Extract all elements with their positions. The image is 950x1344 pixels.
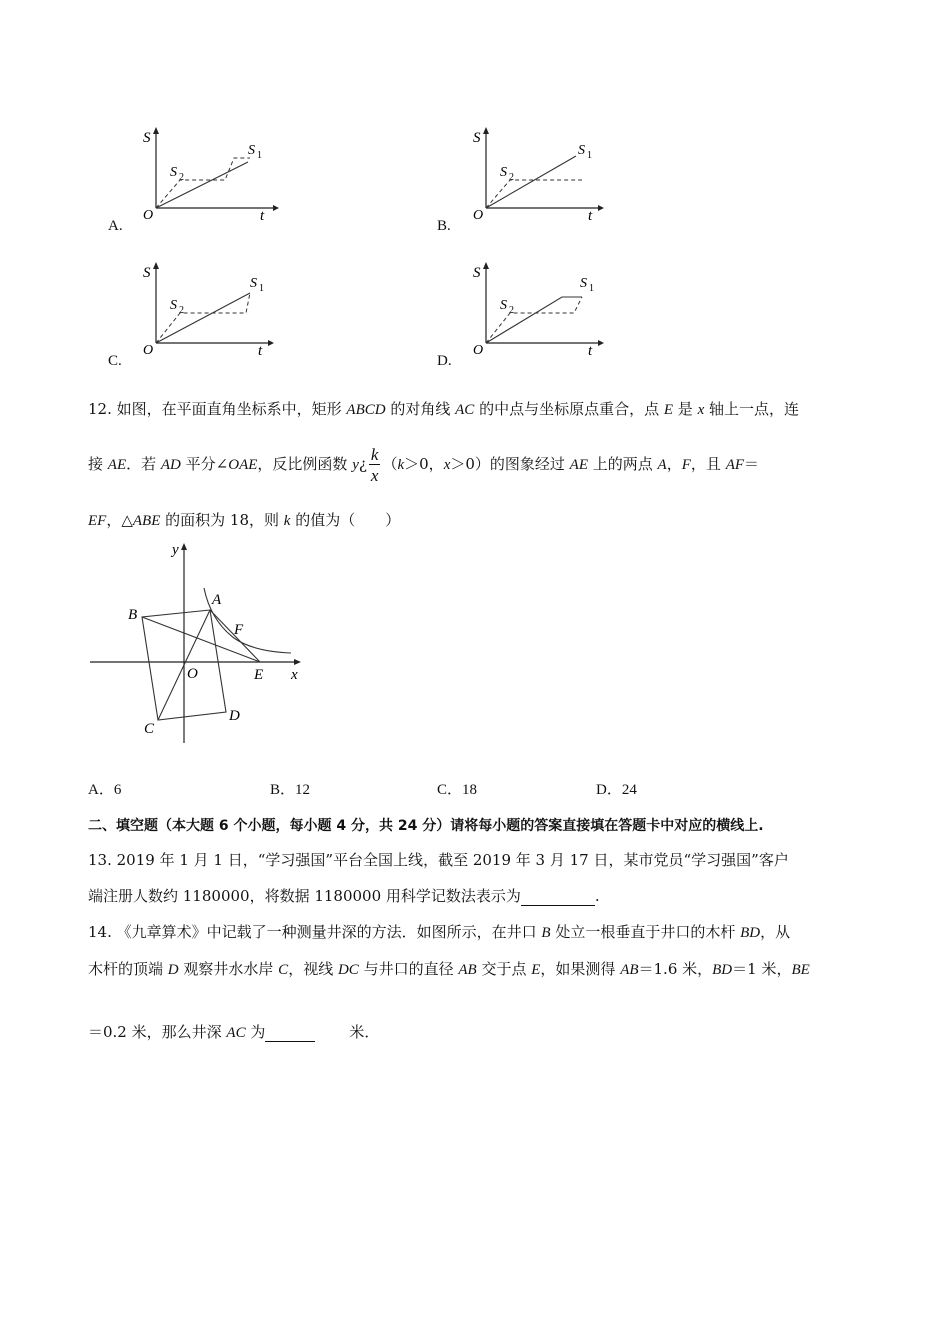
q12-choice-c: C．18 (437, 782, 478, 798)
y-axis-label: y (172, 542, 179, 558)
s2-label: S (170, 165, 177, 180)
q12-choice-a: A．6 (88, 782, 122, 798)
s2-label: S (170, 298, 177, 313)
s1-subscript: 1 (259, 283, 264, 294)
s2-subscript: 2 (509, 172, 514, 183)
t-axis-label: t (258, 343, 263, 359)
point-b-label: B (128, 607, 138, 623)
point-d-label: D (229, 708, 240, 724)
q12-choice-d: D．24 (596, 782, 637, 798)
q12-figure (88, 538, 313, 748)
q13-answer-blank (521, 887, 595, 906)
option-d-letter: D. (437, 353, 452, 369)
q14-line-2: 木杆的顶端 D 观察井水水岸 C，视线 DC 与井口的直径 AB 交于点 E，如果测得 AB＝1.6 米，BD＝1 米，BE (88, 960, 810, 978)
origin-label: O (473, 208, 484, 223)
point-c-label: C (144, 721, 155, 737)
q13-line-1: 13. 2019 年 1 月 1 日，“学习强国”平台全国上线，截至 2019 年 3 月 17 日，某市党员“学习强国”客户 (88, 851, 789, 869)
k-over-x-fraction: $\frac{k}{x}$ (370, 445, 379, 485)
s1-label: S (580, 276, 587, 291)
s1-line (486, 156, 576, 208)
point-e-label: E (254, 667, 264, 683)
y-axis-arrow (181, 543, 187, 550)
s-axis-arrow (153, 262, 159, 269)
q12-line-2: 接 AE．若 AD 平分∠OAE，反比例函数 y¿ $\frac{k}{x}$ （k＞0，x＞0）的图象经过 AE 上的两点 A，F，且 AF＝ (88, 445, 760, 485)
s-axis-arrow (483, 262, 489, 269)
t-axis-label: t (588, 208, 593, 224)
s2-label: S (500, 165, 507, 180)
s1-subscript: 1 (257, 150, 262, 161)
s-axis-label: S (143, 265, 151, 281)
section-2-heading: 二、填空题（本大题 6 个小题，每小题 4 分，共 24 分）请将每小题的答案直接填在答题卡中对应的横线上. (88, 818, 764, 834)
t-axis-label: t (260, 208, 265, 224)
q13-line-2: 端注册人数约 1180000，将数据 1180000 用科学记数法表示为 . (88, 887, 600, 905)
t-axis-arrow (598, 340, 604, 346)
s2-subscript: 2 (179, 305, 184, 316)
s2-dashed-line (486, 180, 582, 208)
x-axis-arrow (294, 659, 301, 665)
q14-line-1: 14. 《九章算术》中记载了一种测量井深的方法．如图所示，在井口 B 处立一根垂直于井口的木杆 BD，从 (88, 923, 791, 941)
t-axis-arrow (598, 205, 604, 211)
origin-o-label: O (187, 666, 198, 682)
s1-subscript: 1 (587, 150, 592, 161)
option-c-graph (140, 257, 280, 367)
option-d-graph (470, 257, 610, 367)
s2-subscript: 2 (509, 305, 514, 316)
point-f-label: F (234, 622, 244, 638)
t-axis-label: t (588, 343, 593, 359)
s-axis-label: S (143, 130, 151, 146)
option-b-letter: B. (437, 218, 451, 234)
s-axis-label: S (473, 130, 481, 146)
option-c-letter: C. (108, 353, 122, 369)
q14-answer-blank (265, 1023, 315, 1042)
option-a-letter: A. (108, 218, 123, 234)
q12-choice-b: B．12 (270, 782, 311, 798)
origin-label: O (143, 343, 154, 358)
t-axis-arrow (273, 205, 279, 211)
q12-line-1: 12. 如图，在平面直角坐标系中，矩形 ABCD 的对角线 AC 的中点与坐标原点重合，点 E 是 x 轴上一点，连 (88, 400, 800, 418)
s1-subscript: 1 (589, 283, 594, 294)
option-a-graph (140, 122, 280, 232)
s1-label: S (248, 143, 255, 158)
s-axis-label: S (473, 265, 481, 281)
point-a-label: A (212, 592, 222, 608)
s2-subscript: 2 (179, 172, 184, 183)
option-b-graph (470, 122, 610, 232)
s1-label: S (250, 276, 257, 291)
origin-label: O (473, 343, 484, 358)
q12-line-3: EF，△ABE 的面积为 18，则 k 的值为（ ） (88, 511, 401, 529)
origin-label: O (143, 208, 154, 223)
s-axis-arrow (483, 127, 489, 134)
t-axis-arrow (268, 340, 274, 346)
x-axis-label: x (291, 667, 298, 683)
q14-line-3: ＝0.2 米，那么井深 AC 为 米． (88, 1023, 380, 1041)
s-axis-arrow (153, 127, 159, 134)
s2-label: S (500, 298, 507, 313)
s1-label: S (578, 143, 585, 158)
